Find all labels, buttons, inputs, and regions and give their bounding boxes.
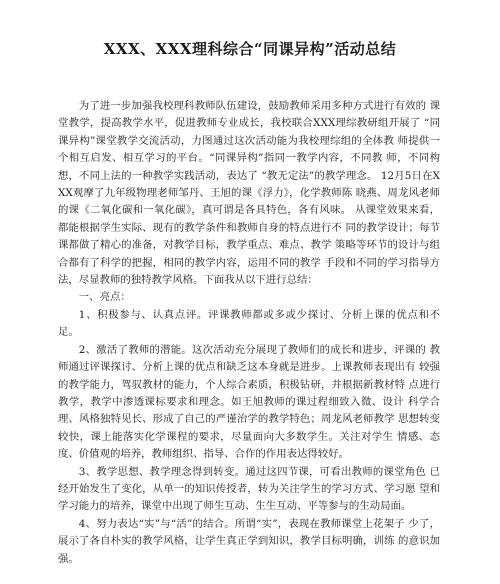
document-title: XXX、XXX理科综合“同课异构”活动总结 [103,40,397,58]
section-heading-highlights: 一、亮点： [78,291,131,304]
intro-paragraph: 为了进一步加强我校理科教师队伍建设，鼓励教师采用多种方式进行有效的 课堂教学，提高教学水平，促进教师专业成长，我校联合XXX理综教研组开展了 “同课异构”课堂教学交流活动，力图通过这次活动能为我校理综组的全体教 师提供一个相互启发、相互学习的平台。“同课异构”指同一教学内容，不同教 师，不同构想，不同上法的一种教学实践活动，表达了 “教无定法”的教学理念。 12月5日在XXX观摩了九年级物理老师邹丹、王旭的课《浮力》，化学教师陈 晓燕、周龙风老师的课《二氧化碳和一氧化碳》，真可谓是各具特色，各有风味。 从课堂效果来看，都能根据学生实际、现有的教学条件和教师自身的特点进行不 同的教学设计；每节课都做了精心的准备，对教学目标，教学重点、难点、教学 策略等环节的设计与组合都有了科学的把握，相同的教学内容，运用不同的教学 手段和不同的学习指导方法，尽显教师的独特教学风格。下面我从以下进行总结： [58,100,440,287]
point-paragraph-4: 4、努力表达“实”与“活”的结合。所谓“实”，表现在教师课堂上花架子 少了，展示了各自朴实的教学风格，让学生真正学到知识，教学目标明确，训练 的意识加强。 [58,517,440,565]
point-paragraph-1: 1、积极参与、认真点评。评课教师都或多或少探讨、分析上课的优点和不 足。 [58,308,440,339]
point-paragraph-2: 2、激活了教师的潜能。这次活动充分展现了教师们的成长和进步，评课的 教师通过评课探讨、分析上课的优点和缺乏这本身就是进步。上课教师表现出有 较强的教学能力，驾驭教材的能力，个人综合素质，积极钻研，并根据新教材特 点进行教学，教学中渗透课标要求和理念。如王旭教师的课过程细致入微、设计 科学合理、风格独特见长、形成了自己的严谨治学的教学特色；周龙风老师教学 思想转变较快，课上能落实化学课程的要求，尽量面向大多数学生。关注对学生 情感、态度、价值观的培养，教师组织、指导、合作的作用表达得较好。 [58,343,440,461]
point-paragraph-3: 3、教学思想、教学理念得到转变。通过这四节课，可看出教师的课堂角色 已经开始发生了变化，从单一的知识传授者，转为关注学生的学习方式、学习愿 望和学习能力的培养，课堂中出现了师生互动、生生互动、平等参与的生动局面。 [58,465,440,513]
document-body [58,98,440,568]
